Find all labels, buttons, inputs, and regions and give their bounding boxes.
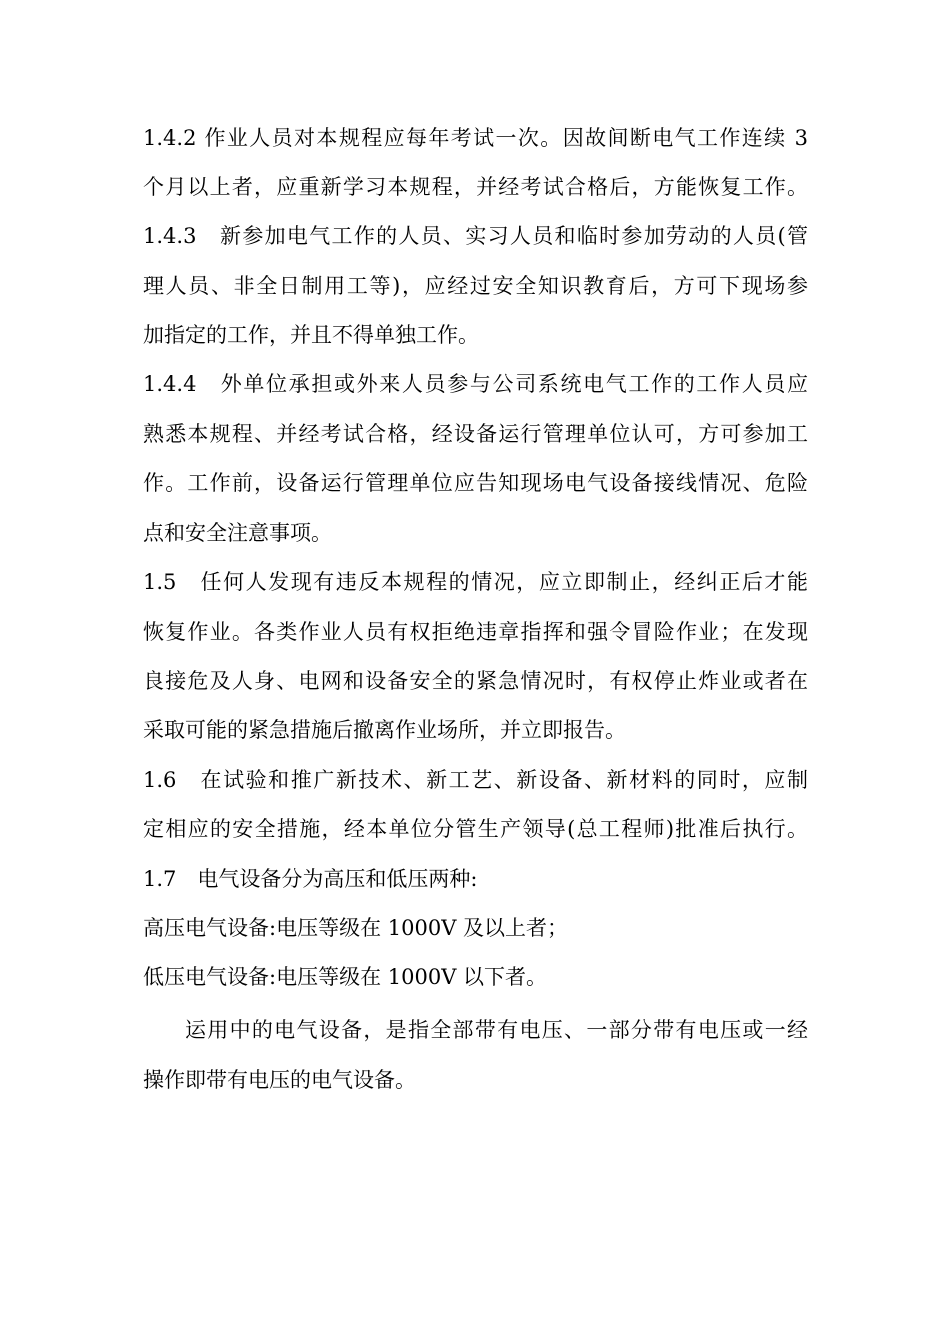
text-line: 个月以上者，应重新学习本规程，并经考试合格后，方能恢复工作。 <box>143 175 808 199</box>
text-line: 定相应的安全措施，经本单位分管生产领导(总工程师)批准后执行。 <box>143 817 808 841</box>
text-line: 低压电气设备:电压等级在 1000V 以下者。 <box>143 965 548 989</box>
text-line: 1.4.3 新参加电气工作的人员、实习人员和临时参加劳动的人员(管 <box>143 224 808 248</box>
text-line: 恢复作业。各类作业人员有权拒绝违章指挥和强令冒险作业；在发现 <box>143 620 808 644</box>
text-line: 1.5 任何人发现有违反本规程的情况，应立即制止，经纠正后才能 <box>143 570 808 594</box>
text-line: 1.6 在试验和推广新技术、新工艺、新设备、新材料的同时，应制 <box>143 768 808 792</box>
text-line: 运用中的电气设备，是指全部带有电压、一部分带有电压或一经 <box>185 1018 808 1042</box>
text-line: 采取可能的紧急措施后撤离作业场所，并立即报告。 <box>143 718 626 742</box>
text-line: 加指定的工作，并且不得单独工作。 <box>143 323 479 347</box>
text-line: 操作即带有电压的电气设备。 <box>143 1068 416 1092</box>
text-line: 作。工作前，设备运行管理单位应告知现场电气设备接线情况、危险 <box>143 471 808 495</box>
text-line: 1.7 电气设备分为高压和低压两种: <box>143 867 478 891</box>
text-line: 1.4.4 外单位承担或外来人员参与公司系统电气工作的工作人员应 <box>143 372 808 396</box>
text-line: 点和安全注意事项。 <box>143 521 332 545</box>
text-line: 1.4.2 作业人员对本规程应每年考试一次。因故间断电气工作连续 3 <box>143 126 808 150</box>
text-line: 熟悉本规程、并经考试合格，经设备运行管理单位认可，方可参加工 <box>143 422 808 446</box>
text-line: 高压电气设备:电压等级在 1000V 及以上者； <box>143 916 569 940</box>
text-line: 良接危及人身、电网和设备安全的紧急情况时，有权停止炸业或者在 <box>143 669 808 693</box>
text-line: 理人员、非全日制用工等)，应经过安全知识教育后，方可下现场参 <box>143 274 808 298</box>
